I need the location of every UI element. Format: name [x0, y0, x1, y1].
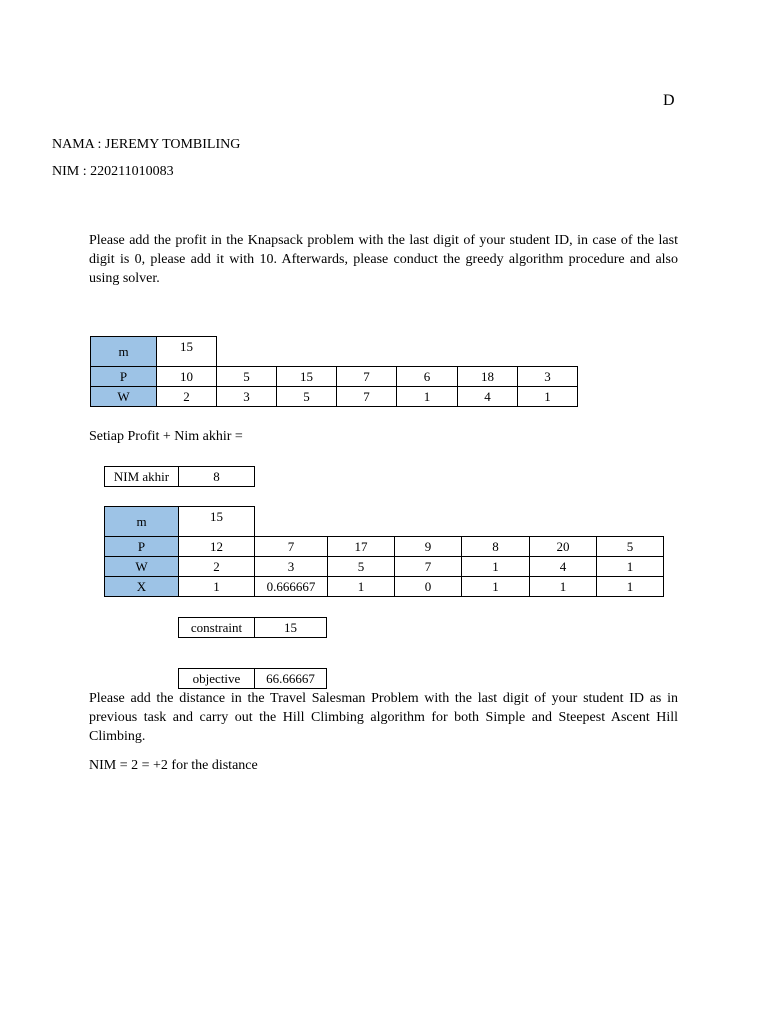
table-cell: 1	[530, 577, 597, 597]
knapsack-table-original	[90, 336, 578, 407]
objective-table	[178, 668, 327, 689]
row-label-w: W	[105, 557, 179, 577]
table-cell: 18	[458, 367, 518, 387]
table-cell: 1	[462, 577, 530, 597]
constraint-label: constraint	[179, 618, 255, 638]
nim-akhir-value: 8	[179, 467, 255, 487]
task1-instructions: Please add the profit in the Knapsack problem with the last digit of your student ID, in case of the last digit is 0, please add it with 10. Afterwards, please conduct the greedy algorithm procedure and also using solver.	[89, 233, 678, 286]
student-nim: NIM : 220211010083	[52, 164, 174, 179]
table-cell: 5	[217, 367, 277, 387]
table-cell: 15	[277, 367, 337, 387]
table-cell: 3	[217, 387, 277, 407]
constraint-value: 15	[255, 618, 327, 638]
m-value-cell: 15	[179, 507, 255, 537]
table-cell: 3	[518, 367, 578, 387]
table-cell: 5	[328, 557, 395, 577]
table-cell: 1	[328, 577, 395, 597]
table-cell: 7	[255, 537, 328, 557]
table-cell: 5	[277, 387, 337, 407]
page-corner-letter: D	[663, 92, 675, 109]
table-cell: 20	[530, 537, 597, 557]
table-cell: 1	[518, 387, 578, 407]
table-cell: 2	[157, 387, 217, 407]
table-cell: 4	[458, 387, 518, 407]
row-label-w: W	[91, 387, 157, 407]
table-cell: 1	[397, 387, 458, 407]
table-cell: 1	[597, 577, 664, 597]
m-label-cell: m	[105, 507, 179, 537]
table-cell: 5	[597, 537, 664, 557]
m-value-cell: 15	[157, 337, 217, 367]
table-cell: 12	[179, 537, 255, 557]
task2-instructions: Please add the distance in the Travel Salesman Problem with the last digit of your student ID as in previous task and carry out the Hill Climbing algorithm for both Simple and Steepest Ascent Hill Climbing.	[89, 691, 678, 744]
table-cell: 0	[395, 577, 462, 597]
row-label-p: P	[91, 367, 157, 387]
table-cell: 10	[157, 367, 217, 387]
table-cell: 8	[462, 537, 530, 557]
nim-akhir-label: NIM akhir	[105, 467, 179, 487]
constraint-table	[178, 617, 327, 638]
table-cell: 7	[395, 557, 462, 577]
table-cell: 17	[328, 537, 395, 557]
table-cell: 3	[255, 557, 328, 577]
table-cell: 1	[179, 577, 255, 597]
student-name: NAMA : JEREMY TOMBILING	[52, 137, 241, 152]
table-cell: 7	[337, 367, 397, 387]
table-cell: 1	[462, 557, 530, 577]
objective-label: objective	[179, 669, 255, 689]
row-label-x: X	[105, 577, 179, 597]
table-cell: 7	[337, 387, 397, 407]
nim-distance-note: NIM = 2 = +2 for the distance	[89, 758, 258, 773]
table-cell: 2	[179, 557, 255, 577]
knapsack-table-adjusted	[104, 506, 664, 597]
table-cell: 0.666667	[255, 577, 328, 597]
table-cell: 6	[397, 367, 458, 387]
m-label-cell: m	[91, 337, 157, 367]
table-cell: 9	[395, 537, 462, 557]
nim-akhir-table	[104, 466, 255, 487]
setiap-profit-text: Setiap Profit + Nim akhir =	[89, 429, 243, 444]
table-cell: 1	[597, 557, 664, 577]
row-label-p: P	[105, 537, 179, 557]
table-cell: 4	[530, 557, 597, 577]
objective-value: 66.66667	[255, 669, 327, 689]
